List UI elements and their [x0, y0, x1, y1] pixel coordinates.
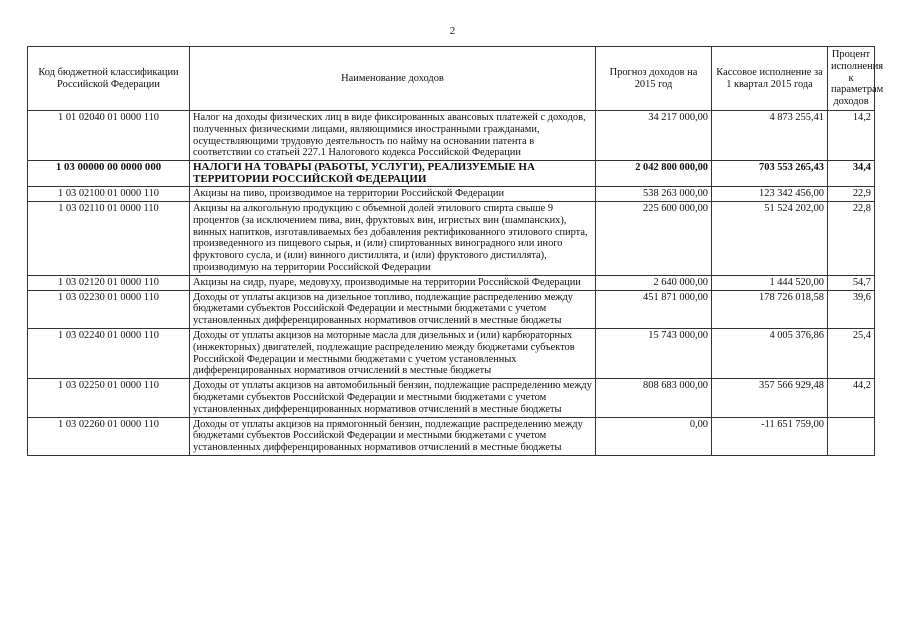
header-percent: Процент исполнения к параметрам доходов [828, 47, 875, 111]
cell-code: 1 03 02230 01 0000 110 [28, 290, 190, 328]
cell-code: 1 03 02260 01 0000 110 [28, 417, 190, 455]
cell-percent: 39,6 [828, 290, 875, 328]
cell-execution: 51 524 202,00 [712, 201, 828, 275]
cell-forecast: 451 871 000,00 [596, 290, 712, 328]
table-row [28, 187, 875, 202]
cell-forecast: 225 600 000,00 [596, 201, 712, 275]
table-row [28, 201, 875, 275]
cell-execution: 4 873 255,41 [712, 111, 828, 161]
cell-code: 1 03 02100 01 0000 110 [28, 187, 190, 202]
table-row [28, 379, 875, 417]
page-number: 2 [449, 25, 456, 37]
cell-name: НАЛОГИ НА ТОВАРЫ (РАБОТЫ, УСЛУГИ), РЕАЛИЗУЕМЫЕ НА ТЕРРИТОРИИ РОССИЙСКОЙ ФЕДЕРАЦИИ [190, 161, 596, 187]
table-row [28, 111, 875, 161]
table-row [28, 161, 875, 187]
income-table [27, 46, 884, 456]
cell-name: Акцизы на пиво, производимое на территории Российской Федерации [190, 187, 596, 202]
cell-code: 1 03 02240 01 0000 110 [28, 328, 190, 378]
table-header-row [28, 47, 875, 111]
cell-execution: 4 005 376,86 [712, 328, 828, 378]
cell-name: Доходы от уплаты акцизов на прямогонный бензин, подлежащие распределению между бюджетами субъектов Российской Федерации и местными бюджетами с учетом установленных дифференцированных нормативов отчислений в местные бюджеты [190, 417, 596, 455]
cell-name: Доходы от уплаты акцизов на моторные масла для дизельных и (или) карбюраторных (инжекторных) двигателей, подлежащие распределению между бюджетами субъектов Российской Федерации и местными бюджетами с учетом установленных дифференцированных нормативов отчислений в местные бюджеты [190, 328, 596, 378]
table-row [28, 290, 875, 328]
cell-code: 1 03 02120 01 0000 110 [28, 275, 190, 290]
header-name: Наименование доходов [190, 47, 596, 111]
cell-code: 1 03 02250 01 0000 110 [28, 379, 190, 417]
cell-forecast: 808 683 000,00 [596, 379, 712, 417]
cell-name: Акцизы на сидр, пуаре, медовуху, производимые на территории Российской Федерации [190, 275, 596, 290]
cell-percent: 34,4 [828, 161, 875, 187]
cell-execution: 703 553 265,43 [712, 161, 828, 187]
table-row [28, 417, 875, 455]
cell-forecast: 538 263 000,00 [596, 187, 712, 202]
cell-forecast: 2 042 800 000,00 [596, 161, 712, 187]
cell-percent: 54,7 [828, 275, 875, 290]
header-code: Код бюджетной классификации Российской Федерации [28, 47, 190, 111]
cell-forecast: 2 640 000,00 [596, 275, 712, 290]
cell-forecast: 0,00 [596, 417, 712, 455]
cell-forecast: 15 743 000,00 [596, 328, 712, 378]
cell-percent: 22,9 [828, 187, 875, 202]
header-forecast: Прогноз доходов на 2015 год [596, 47, 712, 111]
cell-forecast: 34 217 000,00 [596, 111, 712, 161]
cell-execution: 123 342 456,00 [712, 187, 828, 202]
cell-percent: 44,2 [828, 379, 875, 417]
cell-execution: -11 651 759,00 [712, 417, 828, 455]
cell-percent: 14,2 [828, 111, 875, 161]
cell-code: 1 01 02040 01 0000 110 [28, 111, 190, 161]
cell-execution: 178 726 018,58 [712, 290, 828, 328]
cell-code: 1 03 00000 00 0000 000 [28, 161, 190, 187]
cell-name: Доходы от уплаты акцизов на автомобильный бензин, подлежащие распределению между бюджетами субъектов Российской Федерации и местными бюджетами с учетом установленных дифференцированных нормативов отчислений в местные бюджеты [190, 379, 596, 417]
cell-percent: 25,4 [828, 328, 875, 378]
cell-execution: 357 566 929,48 [712, 379, 828, 417]
cell-name: Налог на доходы физических лиц в виде фиксированных авансовых платежей с доходов, полученных физическими лицами, являющимися иностранными гражданами, осуществляющими трудовую деятельность по найму на основании патента в соответствии со статьей 227.1 Налогового кодекса Российской Федерации [190, 111, 596, 161]
cell-execution: 1 444 520,00 [712, 275, 828, 290]
header-execution: Кассовое исполнение за 1 квартал 2015 года [712, 47, 828, 111]
cell-name: Акцизы на алкогольную продукцию с объемной долей этилового спирта свыше 9 процентов (за исключением пива, вин, фруктовых вин, игристых вин (шампанских), винных напитков, изготавливаемых без добавления ректификованного этилового спирта, произведенного из пищевого сырья, и (или) спиртованных виноградного или иного фруктового сусла, и (или) винного дистиллята, и (или) фруктового дистиллята), производимую на территории Российской Федерации [190, 201, 596, 275]
table-row [28, 328, 875, 378]
cell-percent [828, 417, 875, 455]
table-row [28, 275, 875, 290]
cell-code: 1 03 02110 01 0000 110 [28, 201, 190, 275]
cell-percent: 22,8 [828, 201, 875, 275]
cell-name: Доходы от уплаты акцизов на дизельное топливо, подлежащие распределению между бюджетами субъектов Российской Федерации и местными бюджетами с учетом установленных дифференцированных нормативов отчислений в местные бюджеты [190, 290, 596, 328]
